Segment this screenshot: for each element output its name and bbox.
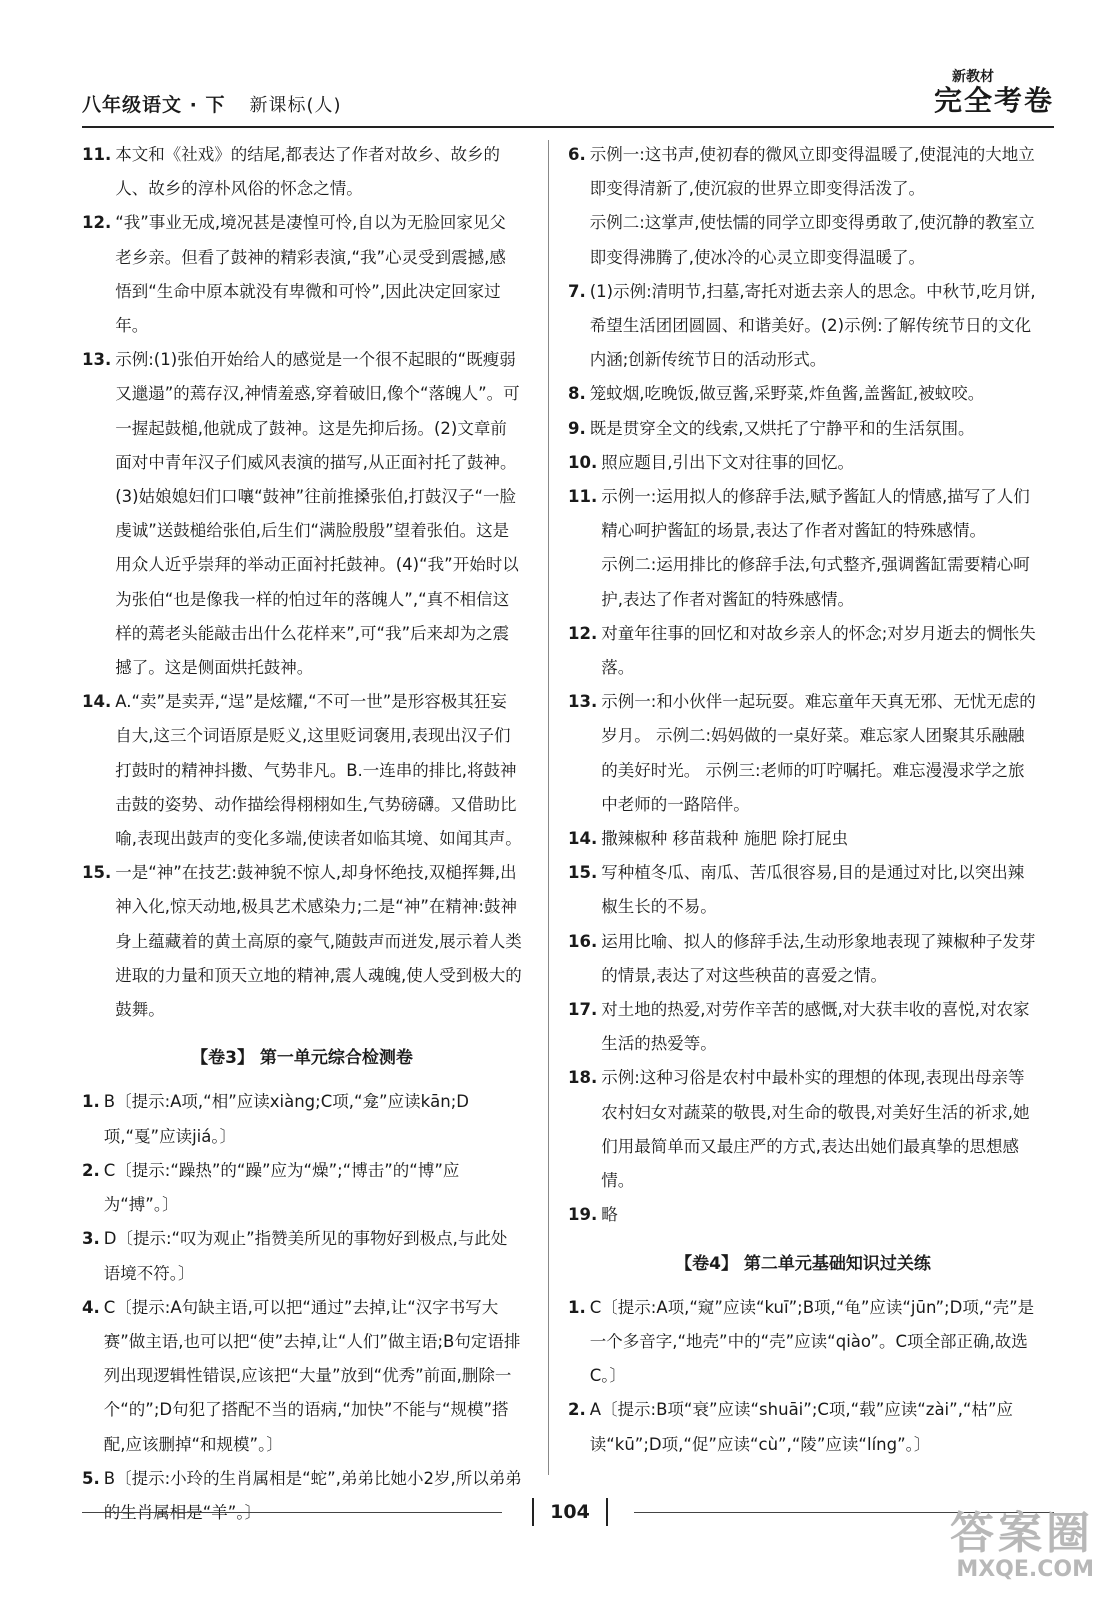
answer-number: 17. xyxy=(568,1000,598,1020)
answer-text: “我”事业无成,境况甚是凄惶可怜,自以为无脸回家见父老乡亲。但看了鼓神的精彩表演,“我”心灵受到震撼,感悟到“生命中原本就没有卑微和可怜”,因此决定回家过年。 xyxy=(115,213,506,336)
section-title: 【卷3】 第一单元综合检测卷 xyxy=(191,1048,413,1069)
answer-number: 13. xyxy=(82,350,112,370)
answer-text: 略 xyxy=(601,1205,618,1225)
answer-text-block xyxy=(590,138,1038,275)
answer-text: A〔提示:B项“衰”应读“shuāi”;C项,“载”应读“zài”,“枯”应读“kū”;D项,“促”应读“cù”,“陵”应读“líng”。〕 xyxy=(589,1400,1014,1454)
answer-number: 5. xyxy=(82,1468,100,1488)
watermark-url: MXQE.COM xyxy=(956,1557,1094,1582)
answer-text-block xyxy=(115,343,522,685)
left-column xyxy=(82,138,522,1530)
answer-number: 15. xyxy=(82,863,112,883)
answer-item xyxy=(568,617,1038,685)
answer-text-block xyxy=(590,377,1038,411)
curriculum-standard: 新课标(人) xyxy=(249,95,342,116)
answer-item xyxy=(82,1222,522,1290)
answer-number: 3. xyxy=(82,1229,100,1249)
page-header xyxy=(82,60,1054,120)
answer-text: 本文和《社戏》的结尾,都表达了作者对故乡、故乡的人、故乡的淳朴风俗的怀念之情。 xyxy=(115,145,500,199)
answer-text-block xyxy=(104,1291,522,1462)
answer-number: 6. xyxy=(568,145,586,164)
answer-number: 10. xyxy=(568,452,598,472)
answer-number: 12. xyxy=(82,213,112,233)
answer-text: C〔提示:A句缺主语,可以把“通过”去掉,让“汉字书写大赛”做主语,也可以把“使”去掉,让“人们”做主语;B句定语排列出现逻辑性错误,应该把“大量”放到“优秀”前面,删除一个“的”;D句犯了搭配不当的语病,“加快”不能与“规模”搭配,应该删掉“和规模”。〕 xyxy=(103,1297,521,1454)
answer-text-block xyxy=(601,856,1038,924)
footer-rule-left xyxy=(82,1512,502,1513)
answer-text: 运用比喻、拟人的修辞手法,生动形象地表现了辣椒种子发芽的情景,表达了对这些秧苗的喜爱之情。 xyxy=(601,931,1036,985)
column-divider xyxy=(548,140,549,1475)
answer-text-block xyxy=(104,1085,522,1153)
answer-text-block xyxy=(590,275,1038,378)
answer-text: 照应题目,引出下文对往事的回忆。 xyxy=(601,452,854,472)
answer-number: 2. xyxy=(568,1400,586,1420)
answer-item xyxy=(568,138,1038,275)
answer-text: 示例一:和小伙伴一起玩耍。难忘童年天真无邪、无忧无虑的岁月。 示例二:妈妈做的一桌好菜。难忘家人团聚其乐融融的美好时光。 示例三:老师的叮咛嘱托。难忘漫漫求学之旅中老师的一路陪伴。 xyxy=(601,692,1036,814)
answer-text: 对童年往事的回忆和对故乡亲人的怀念;对岁月逝去的惆怅失落。 xyxy=(601,623,1036,678)
answer-text-block xyxy=(601,993,1038,1061)
answer-item xyxy=(82,685,522,856)
answer-text-block xyxy=(601,1198,1038,1232)
brand-logo xyxy=(934,66,1054,116)
answer-item xyxy=(82,1085,522,1153)
answer-number: 14. xyxy=(82,692,112,712)
answer-item xyxy=(82,343,522,685)
answer-item xyxy=(568,446,1038,480)
answer-text-block xyxy=(601,925,1038,993)
answer-number: 8. xyxy=(568,384,586,404)
answer-number: 11. xyxy=(82,145,112,164)
answer-text-block xyxy=(115,856,522,1027)
answer-item xyxy=(82,1291,522,1462)
answer-number: 13. xyxy=(568,692,598,712)
answer-number: 9. xyxy=(568,418,586,438)
answer-text: 撒辣椒种 移苗栽种 施肥 除打屁虫 xyxy=(601,829,848,849)
answer-item xyxy=(82,206,522,343)
answer-text: B〔提示:小玲的生肖属相是“蛇”,弟弟比她小2岁,所以弟弟的生肖属相是“羊”。〕 xyxy=(103,1468,522,1522)
answer-item xyxy=(568,1291,1038,1394)
answer-number: 16. xyxy=(568,931,598,951)
answer-text: 写种植冬瓜、南瓜、苦瓜很容易,目的是通过对比,以突出辣椒生长的不易。 xyxy=(601,863,1025,917)
answer-text-block xyxy=(601,822,1038,856)
answer-text-block xyxy=(601,1061,1038,1198)
answer-text: 示例一:这书声,使初春的微风立即变得温暖了,使混沌的大地立即变得清新了,使沉寂的世界立即变得活泼了。 xyxy=(589,145,1035,199)
answer-text: 对土地的热爱,对劳作辛苦的感慨,对大获丰收的喜悦,对农家生活的热爱等。 xyxy=(601,1000,1030,1054)
answer-text-block xyxy=(104,1154,522,1222)
answer-number: 4. xyxy=(82,1297,100,1317)
answer-number: 1. xyxy=(568,1297,586,1317)
section-title: 【卷4】 第二单元基础知识过关练 xyxy=(675,1253,931,1274)
answer-number: 2. xyxy=(82,1160,100,1180)
answer-item xyxy=(568,480,1038,617)
book-name: 八年级语文 · 下 xyxy=(82,94,226,116)
answer-extra-text: 示例二:运用排比的修辞手法,句式整齐,强调酱缸需要精心呵护,表达了作者对酱缸的特殊感情。 xyxy=(601,555,1030,609)
answer-text: 示例:(1)张伯开始给人的感觉是一个很不起眼的“既瘦弱又邋遢”的蔫存汉,神情羞惑,穿着破旧,像个“落魄人”。可一握起鼓槌,他就成了鼓神。这是先抑后扬。(2)文章前面对中青年汉子们威风表演的描写,从正面衬托了鼓神。(3)姑娘媳妇们口嚷“鼓神”往前推搡张伯,打鼓汉子“一脸虔诚”送鼓槌给张伯,后生们“满脸殷殷”望着张伯。这是用众人近乎崇拜的举动正面衬托鼓神。(4)“我”开始时以为张伯“也是像我一样的怕过年的落魄人”,“真不相信这样的蔫老头能敲击出什么花样来”,可“我”后来却为之震撼了。这是侧面烘托鼓神。 xyxy=(115,350,520,678)
answer-text: (1)示例:清明节,扫墓,寄托对逝去亲人的思念。中秋节,吃月饼,希望生活团团圆圆、和谐美好。(2)示例:了解传统节日的文化内涵;创新传统节日的活动形式。 xyxy=(589,281,1036,370)
page-footer xyxy=(82,1492,1054,1532)
answer-item xyxy=(568,685,1038,822)
answer-text-block xyxy=(115,206,522,343)
answer-number: 7. xyxy=(568,281,586,301)
answer-text-block xyxy=(115,138,522,206)
book-title xyxy=(82,90,342,117)
answer-number: 15. xyxy=(568,863,598,883)
answer-item xyxy=(568,856,1038,924)
answer-item xyxy=(568,1198,1038,1232)
answer-item xyxy=(568,993,1038,1061)
answer-item xyxy=(568,822,1038,856)
brand-big-text: 完全考卷 xyxy=(933,84,1054,117)
answer-number: 14. xyxy=(568,829,598,849)
answer-text: C〔提示:A项,“窥”应读“kuī”;B项,“龟”应读“jūn”;D项,“壳”是一个多音字,“地壳”中的“壳”应读“qiào”。C项全部正确,故选C。〕 xyxy=(589,1297,1035,1386)
answer-text-block xyxy=(601,446,1038,480)
answer-item xyxy=(568,1061,1038,1198)
answer-item xyxy=(82,1154,522,1222)
right-column xyxy=(568,138,1038,1462)
answer-text-block xyxy=(601,617,1038,685)
answer-text: 示例:这种习俗是农村中最朴实的理想的体现,表现出母亲等农村妇女对蔬菜的敬畏,对生命的敬畏,对美好生活的祈求,她们用最简单而又最庄严的方式,表达出她们最真挚的思想感情。 xyxy=(601,1068,1030,1191)
brand-small-text: 新教材 xyxy=(952,69,994,85)
header-rule xyxy=(82,126,1054,128)
answer-text-block xyxy=(104,1222,522,1290)
page-number: 104 xyxy=(532,1498,608,1526)
answer-text: C〔提示:“躁热”的“躁”应为“燥”;“博击”的“博”应为“搏”。〕 xyxy=(103,1160,460,1215)
answer-text-block xyxy=(601,685,1038,822)
answer-text: 笼蚊烟,吃晚饭,做豆酱,采野菜,炸鱼酱,盖酱缸,被蚊咬。 xyxy=(589,384,985,404)
answer-number: 18. xyxy=(568,1068,598,1088)
answer-item xyxy=(568,275,1038,378)
answer-item xyxy=(568,1393,1038,1461)
answer-text-block xyxy=(601,480,1038,617)
answer-text-block xyxy=(590,412,1038,446)
answer-extra-text: 示例二:这掌声,使怯懦的同学立即变得勇敢了,使沉静的教室立即变得沸腾了,使冰冷的心灵立即变得温暖了。 xyxy=(589,213,1035,267)
answer-text-block xyxy=(590,1393,1038,1461)
answer-text: A.“卖”是卖弄,“逞”是炫耀,“不可一世”是形容极其狂妄自大,这三个词语原是贬义,这里贬词褒用,表现出汉子们打鼓时的精神抖擞、气势非凡。B.一连串的排比,将鼓神击鼓的姿势、动作描绘得栩栩如生,气势磅礴。又借助比喻,表现出鼓声的变化多端,使读者如临其境、如闻其声。 xyxy=(115,692,522,849)
answer-text: 既是贯穿全文的线索,又烘托了宁静平和的生活氛围。 xyxy=(589,418,975,438)
answer-number: 11. xyxy=(568,487,598,507)
answer-text-block xyxy=(115,685,522,856)
answer-item xyxy=(82,138,522,206)
watermark-logo: 答案圈 xyxy=(950,1508,1094,1559)
answer-number: 12. xyxy=(568,623,598,643)
answer-text: B〔提示:A项,“相”应读xiàng;C项,“龛”应读kān;D项,“戛”应读jiá。〕 xyxy=(103,1092,469,1146)
answer-item xyxy=(568,412,1038,446)
answer-number: 1. xyxy=(82,1092,100,1112)
answer-text-block xyxy=(590,1291,1038,1394)
answer-item xyxy=(568,377,1038,411)
answer-number: 19. xyxy=(568,1205,598,1225)
answer-item xyxy=(82,856,522,1027)
watermark xyxy=(950,1508,1094,1582)
answer-text: 一是“神”在技艺:鼓神貌不惊人,却身怀绝技,双槌挥舞,出神入化,惊天动地,极具艺术感染力;二是“神”在精神:鼓神身上蕴藏着的黄土高原的豪气,随鼓声而迸发,展示着人类进取的力量和顶天立地的精神,震人魂魄,使人受到极大的鼓舞。 xyxy=(115,863,522,1020)
answer-text: 示例一:运用拟人的修辞手法,赋予酱缸人的情感,描写了人们精心呵护酱缸的场景,表达了作者对酱缸的特殊感情。 xyxy=(601,487,1030,541)
answer-item xyxy=(568,925,1038,993)
answer-text: D〔提示:“叹为观止”指赞美所见的事物好到极点,与此处语境不符。〕 xyxy=(103,1229,508,1283)
